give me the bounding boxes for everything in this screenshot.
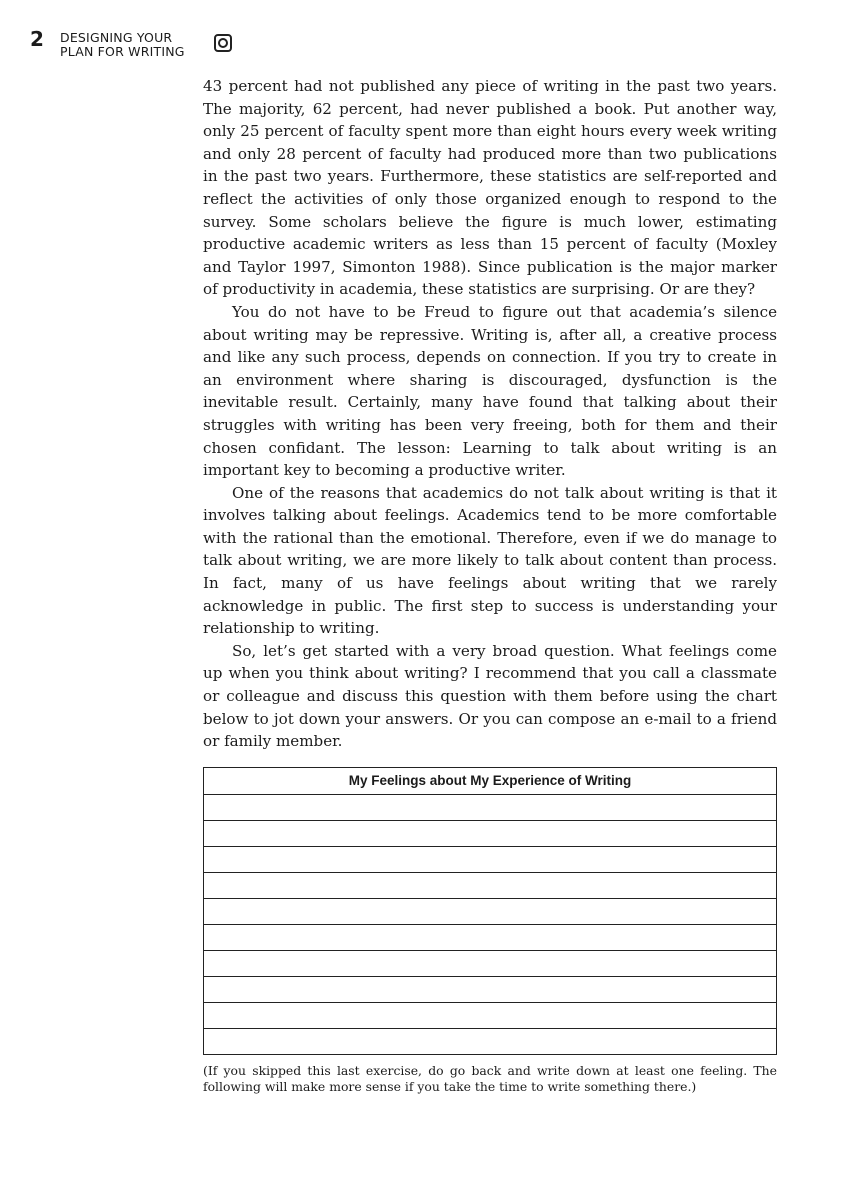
paragraph-continuation: 43 percent had not published any piece of writing in the past two years. The majority, 62 percent, had never published a book. Put another way, only 25 percent of faculty spent more than eight hours every week writing and only 28 percent of faculty had produced more than two publications in the past two years. Furthermore, these statistics are self-reported and reflect the activities of only those organized enough to respond to the survey. Some scholars believe the figure is much lower, estimating productive academic writers as less than 15 percent of faculty (Moxley and Taylor 1997, Simonton 1988). Since publication is the major marker of productivity in academia, these statistics are surprising. Or are they? (203, 77, 777, 299)
running-head (60, 31, 185, 59)
paragraph-question: So, let’s get started with a very broad question. What feelings come up when you think about writing? I recommend that you call a classmate or colleague and discuss this question with them before using the chart below to jot down your answers. Or you can compose an e-mail to a friend or family member. (203, 641, 777, 751)
footnote: (If you skipped this last exercise, do go back and write down at least one feeling. The following will make more sense if you take the time to write something there.) (203, 1063, 777, 1094)
table-row (204, 795, 776, 821)
running-head-line-2: PLAN FOR WRITING (60, 44, 185, 59)
table-row (204, 821, 776, 847)
table-row (204, 1029, 776, 1054)
table-row (204, 873, 776, 899)
cd-icon (214, 34, 232, 52)
body-text (203, 75, 777, 753)
paragraph-freud: You do not have to be Freud to figure out that academia’s silence about writing may be repressive. Writing is, after all, a creative process and like any such process, depends on connection. If you try to create in an environment where sharing is discouraged, dysfunction is the inevitable result. Certainly, many have found that talking about their struggles with writing has been very freeing, both for them and their chosen confidant. The lesson: Learning to talk about writing is an important key to becoming a productive writer. (203, 302, 777, 480)
table-row (204, 1003, 776, 1029)
table-title: My Feelings about My Experience of Writing (204, 768, 776, 795)
running-head-line-1: DESIGNING YOUR (60, 30, 173, 45)
table-row (204, 977, 776, 1003)
paragraph-feelings: One of the reasons that academics do not talk about writing is that it involves talking about feelings. Academics tend to be more comfortable with the rational than the emotional. Therefore, even if we do manage to talk about writing, we are more likely to talk about content than process. In fact, many of us have feelings about writing that we rarely acknowledge in public. The first step to success is understanding your relationship to writing. (203, 483, 777, 638)
table-row (204, 899, 776, 925)
table-row (204, 951, 776, 977)
feelings-table (203, 767, 777, 1055)
table-row (204, 925, 776, 951)
table-row (204, 847, 776, 873)
table-rows (204, 795, 776, 1054)
page-number: 2 (30, 27, 44, 51)
